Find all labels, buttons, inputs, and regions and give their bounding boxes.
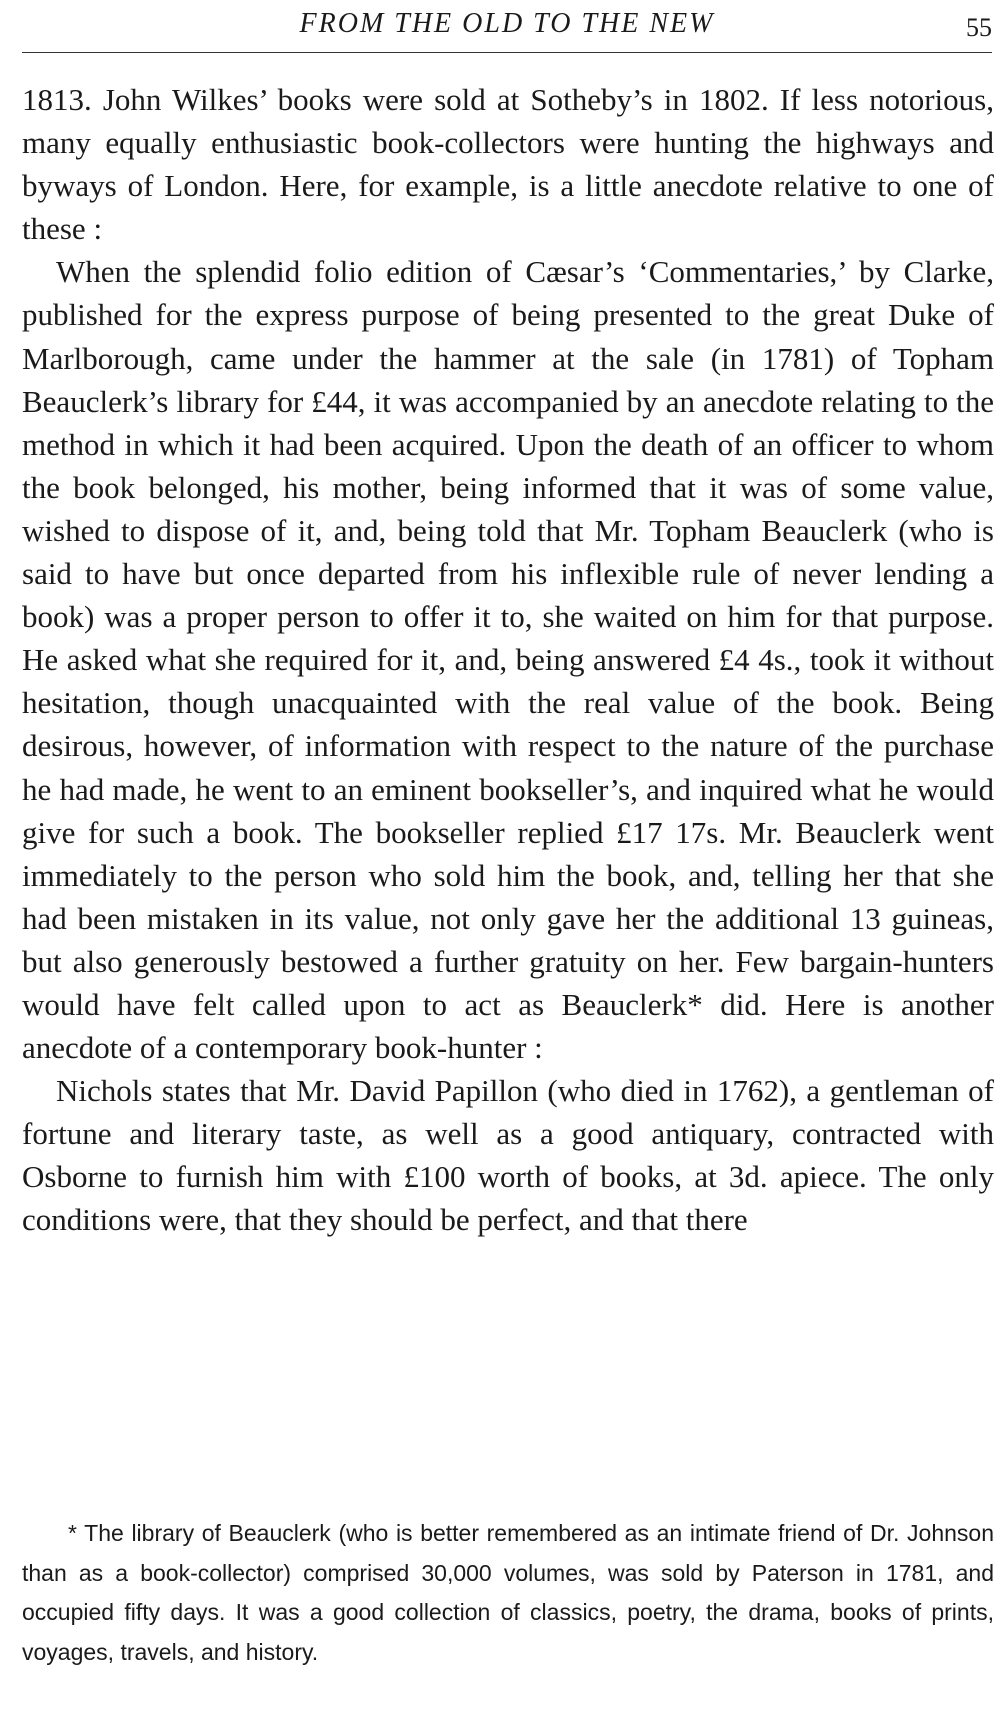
footnote-text: * The library of Beauclerk (who is better remembered as an intimate friend of Dr. Johnson than as a book-collector) comprised 30,000 volumes, was sold by Paterson in 1781, and occupied fifty days. It was a good collection of classics, poetry, the drama, books of prints, voyages, travels, and history. [22,1520,994,1665]
paragraph-continued: 1813. John Wilkes’ books were sold at Sotheby’s in 1802. If less notorious, many equally enthusiastic book-collectors were hunting the highways and byways of London. Here, for example, is a little anecdote relative to one of these : [22,82,994,247]
running-title: FROM THE OLD TO THE NEW [299,8,715,39]
paragraph-papillon-anecdote: Nichols states that Mr. David Papillon (who died in 1762), a gentleman of fortune and literary taste, as well as a good antiquary, contracted with Osborne to furnish him with £100 worth of books, at 3d. apiece. The only conditions were, that they should be perfect, and that there [22,1073,994,1238]
header-rule [22,52,992,53]
running-head [22,4,992,44]
paragraph-caesar-anecdote: When the splendid folio edition of Cæsar’s ‘Commentaries,’ by Clarke, published for the express purpose of being presented to the great Duke of Marlborough, came under the hammer at the sale (in 1781) of Topham Beauclerk’s library for £44, it was accompanied by an anecdote relating to the method in which it had been acquired. Upon the death of an officer to whom the book belonged, his mother, being informed that it was of some value, wished to dispose of it, and, being told that Mr. Topham Beauclerk (who is said to have but once departed from his inflexible rule of never lending a book) was a proper person to offer it to, she waited on him for that purpose. He asked what she required for it, and, being answered £4 4s., took it without hesitation, though unacquainted with the real value of the book. Being desirous, however, of information with respect to the nature of the purchase he had made, he went to an eminent bookseller’s, and inquired what he would give for such a book. The bookseller replied £17 17s. Mr. Beauclerk went immediately to the person who sold him the book, and, telling her that she had been mistaken in its value, not only gave her the additional 13 guineas, but also generously bestowed a further gratuity on her. Few bargain-hunters would have felt called upon to act as Beauclerk* did. Here is another anecdote of a contemporary book-hunter : [22,254,994,1066]
body-text [22,78,994,1242]
page-number: 55 [966,13,992,42]
footnote [22,1514,994,1672]
